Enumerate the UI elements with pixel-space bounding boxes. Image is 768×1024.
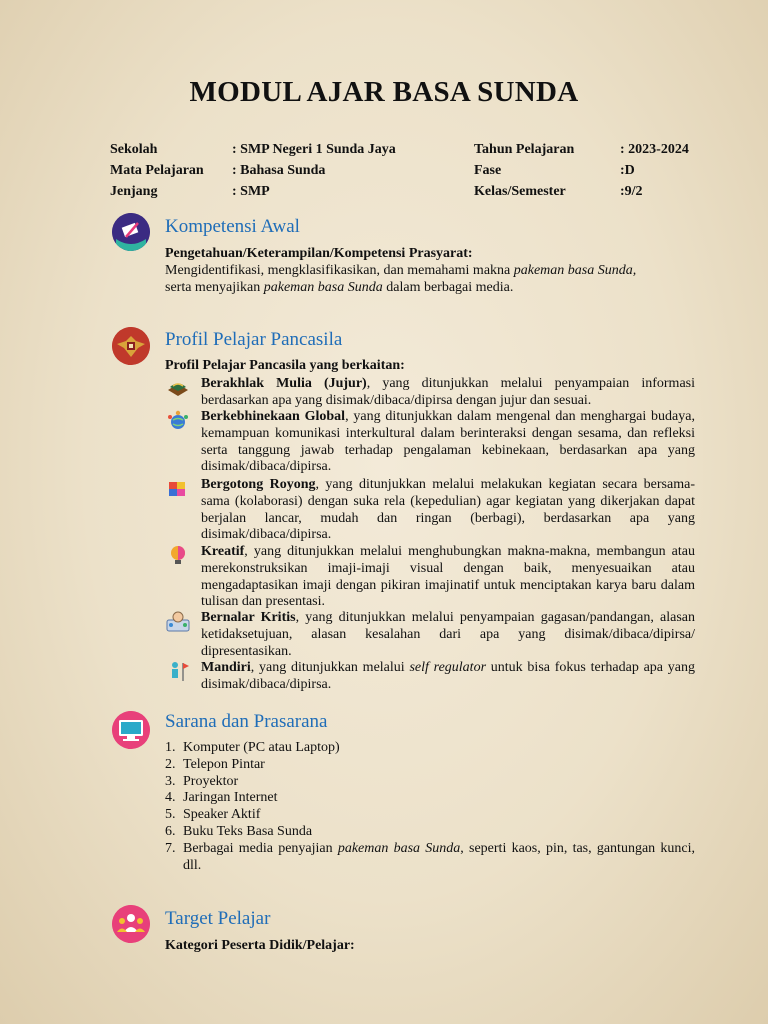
list-item-text: Telepon Pintar (183, 756, 265, 772)
profil-item-name: Mandiri (201, 660, 251, 675)
list-item: 4. Jaringan Internet (165, 790, 278, 806)
list-item-text: Jaringan Internet (183, 790, 278, 806)
meta-label-kelas: Kelas/Semester (474, 184, 566, 199)
list-item: 1. Komputer (PC atau Laptop) (165, 740, 340, 755)
meta-label-sekolah: Sekolah (110, 142, 158, 157)
kompetensi-text-3: serta menyajikan (165, 280, 264, 295)
target-title: Target Pelajar (165, 908, 271, 929)
computer-icon (112, 711, 150, 749)
kompetensi-text-2: pakeman basa Sunda, (513, 263, 637, 278)
profil-item-text: , yang ditunjukkan melalui penyampaian gagasan/pandangan, alasan ketidaksetujuan, alasan kesalahan dari apa yang disimak/dibaca/dipirsa/ dipresentasikan. (201, 610, 695, 659)
profil-item-name: Bergotong Royong (201, 477, 316, 492)
profil-item-text: , yang ditunjukkan melalui (250, 660, 410, 675)
page-title: MODUL AJAR BASA SUNDA (189, 76, 579, 108)
list-item-text: Berbagai media penyajian (183, 840, 338, 856)
globe-people-icon (165, 409, 191, 431)
target-subhead: Kategori Peserta Didik/Pelajar: (165, 938, 355, 953)
kompetensi-paragraph (165, 262, 695, 296)
sarana-title: Sarana dan Prasarana (165, 711, 328, 732)
meta-right-values (620, 139, 689, 202)
list-item-text: Proyektor (183, 773, 239, 789)
meta-label-tahun: Tahun Pelajaran (474, 142, 575, 157)
profil-item-text: , yang ditunjukkan melalui penyampaian informasi berdasarkan apa yang disimak/dibaca/dipirsa dengan jujur dan sesuai. (201, 376, 695, 408)
profil-item-text: , yang ditunjukkan melalui menghubungkan makna-makna, membangun atau merekonstruksikan imaji-imaji visual dengan baik, menyesuaikan atau mengadaptasikan imaji dengan pikiran imajinatif untuk menciptakan karya baru dalam tulisan dan presentasi. (201, 544, 695, 610)
meta-label-fase: Fase (474, 163, 502, 178)
kompetensi-icon (112, 213, 150, 251)
kompetensi-text-1: Mengidentifikasi, mengklasifikasikan, dan memahami makna (165, 263, 514, 278)
meta-label-mapel: Mata Pelajaran (110, 163, 204, 178)
kompetensi-text-5: dalam berbagai media. (382, 280, 514, 295)
list-item: 7. Berbagai media penyajian pakeman basa Sunda, seperti kaos, pin, tas, gantungan kunci, dll. (165, 840, 695, 873)
meta-value-mapel: : Bahasa Sunda (232, 163, 326, 178)
profil-item-text: , yang ditunjukkan dalam mengenal dan menghargai budaya, kemampuan komunikasi interkultural dalam berinteraksi dengan sesama, dan refleksi serta tanggung jawab terhadap pengalaman kebinekaan, berdasarkan apa yang disimak/dibaca/dipirsa. (201, 409, 695, 475)
critical-thinking-icon (165, 610, 191, 632)
profil-item-name: Berakhlak Mulia (Jujur) (201, 376, 367, 391)
meta-label-jenjang: Jenjang (110, 184, 158, 199)
group-icon (112, 905, 150, 943)
list-item: 3. Proyektor (165, 773, 239, 789)
kompetensi-title: Kompetensi Awal (165, 216, 300, 237)
meta-value-fase: :D (620, 163, 635, 178)
profil-subhead: Profil Pelajar Pancasila yang berkaitan: (165, 358, 405, 373)
meta-value-sekolah: : SMP Negeri 1 Sunda Jaya (232, 142, 396, 157)
meta-right-labels (474, 139, 574, 202)
kompetensi-subhead: Pengetahuan/Keterampilan/Kompetensi Prasyarat: (165, 246, 473, 261)
list-item-text: Buku Teks Basa Sunda (183, 823, 313, 839)
sarana-list (165, 740, 695, 874)
profil-item-text: untuk bisa fokus terhadap apa yang disimak/dibaca/dipirsa. (201, 660, 695, 692)
meta-value-tahun: : 2023-2024 (620, 142, 689, 157)
profil-item-text: , yang ditunjukkan melalui melakukan kegiatan secara bersama-sama (kolaborasi) dengan suka rela (kepedulian) agar kegiatan yang dikerjakan dapat berjalan lancar, mudah dan ringan (berbagi), berdasarkan apa yang disimak/dibaca/dipirsa. (201, 477, 695, 543)
list-item: 2. Telepon Pintar (165, 756, 265, 772)
profil-item-italic: self regulator (409, 660, 487, 675)
list-item: 5. Speaker Aktif (165, 807, 261, 823)
person-flag-icon (165, 660, 191, 682)
garuda-icon (112, 327, 150, 365)
list-item-text: , seperti kaos, pin, tas, gantungan kunci, dll. (183, 840, 695, 873)
lightbulb-icon (165, 544, 191, 566)
kompetensi-text-4: pakeman basa Sunda (263, 280, 383, 295)
list-item-text: Speaker Aktif (183, 807, 261, 823)
profil-item-name: Kreatif (201, 544, 245, 559)
profil-title: Profil Pelajar Pancasila (165, 329, 343, 350)
list-item: 6. Buku Teks Basa Sunda (165, 823, 313, 839)
meta-left-labels (110, 139, 204, 202)
meta-value-jenjang: : SMP (232, 184, 270, 199)
list-item-italic: pakeman basa Sunda (337, 840, 461, 856)
quran-icon (165, 376, 191, 398)
meta-left-values (232, 139, 396, 202)
puzzle-icon (165, 477, 191, 499)
meta-value-kelas: :9/2 (620, 184, 643, 199)
profil-item-name: Bernalar Kritis (201, 610, 296, 625)
list-item-text: Komputer (PC atau Laptop) (183, 740, 340, 755)
profil-item-name: Berkebhinekaan Global (201, 409, 346, 424)
